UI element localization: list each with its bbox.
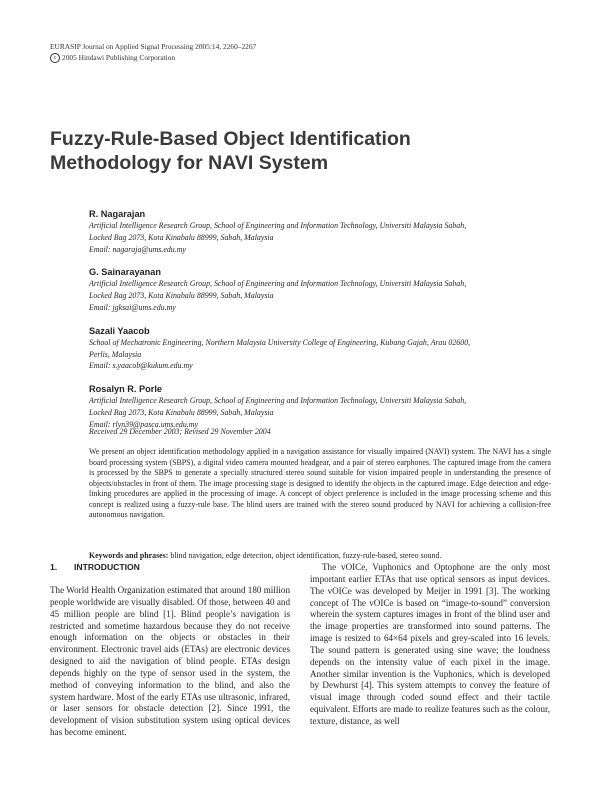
author-affiliation: Locked Bag 2073, Kota Kinabalu 88999, Sabah, Malaysia	[89, 232, 274, 242]
keywords-text: blind navigation, edge detection, object identification, fuzzy-rule-based, stereo sound.	[170, 551, 442, 560]
author-block	[89, 325, 559, 372]
author-email: Email: nagaraja@ums.edu.my	[89, 244, 186, 254]
author-affiliation: Locked Bag 2073, Kota Kinabalu 88999, Sabah, Malaysia	[89, 407, 274, 417]
paper-title	[50, 128, 550, 175]
keywords-label: Keywords and phrases:	[89, 551, 169, 560]
journal-citation: EURASIP Journal on Applied Signal Processing 2005:14, 2260–2267	[50, 42, 257, 51]
abstract: We present an object identification methodology applied in a navigation assistance for visually impaired (NAVI) system. The NAVI has a single board processing system (SBPS), a digital video camera mounted headgear, and a pair of stereo earphones. The captured image from the camera is processed by the SBPS to generate a specially structured stereo sound suitable for vision impaired people in understanding the presence of objects/obstacles in front of them. The image processing stage is designed to identify the objects in the captured image. Edge detection and edge-linking procedures are applied in the processing of image. A concept of object preference is included in the image processing scheme and this concept is realized using a fuzzy-rule base. The blind users are trained with the stereo sound produced by NAVI for achieving a collision-free autonomous navigation.	[89, 447, 551, 519]
author-affiliation: Artificial Intelligence Research Group, School of Engineering and Information Technology, Universiti Malaysia Sabah,	[89, 279, 467, 289]
body-paragraph: The vOICe, Vuphonics and Optophone are the only most important earlier ETAs that use optical sensors as input devices. The vOICe was developed by Meijer in 1991 [3]. The working concept of The vOICe is based on “image-to-sound” conversion wherein the system captures images in front of the blind user and the image properties are transformed into sound patterns. The image is resized to 64×64 pixels and grey-scaled into 16 levels. The sound pattern is generated using sine wave; the loudness depends on the intensity value of each pixel in the image. Another similar invention is the Vuphonics, which is developed by Dewhurst [4]. This system attempts to convey the feature of visual image through coded sound effect and their tactile equivalent. Efforts are made to realize features such as the colour, texture, distance, as well	[310, 562, 550, 726]
author-list	[89, 208, 559, 442]
author-email: Email: rlyn39@pasca.ums.edu.my	[89, 419, 198, 429]
title-line-2: Methodology for NAVI System	[50, 151, 329, 174]
copyright-text: 2005 Hindawi Publishing Corporation	[62, 52, 176, 62]
author-block	[89, 266, 559, 313]
left-column	[50, 562, 290, 739]
right-column	[310, 562, 550, 728]
author-name: R. Nagarajan	[89, 209, 146, 219]
author-affiliation: Artificial Intelligence Research Group, School of Engineering and Information Technology, Universiti Malaysia Sabah,	[89, 396, 467, 406]
copyright-icon: c	[50, 53, 60, 63]
author-name: G. Sainarayanan	[89, 267, 162, 278]
section-title: INTRODUCTION	[74, 562, 140, 572]
copyright-line	[50, 53, 256, 64]
author-affiliation: Artificial Intelligence Research Group, School of Engineering and Information Technology, Universiti Malaysia Sabah,	[89, 221, 467, 230]
section-number: 1.	[50, 562, 58, 572]
author-email: Email: jgksai@ums.edu.my	[89, 302, 176, 312]
intro-paragraph: The World Health Organization estimated that around 180 million people worldwide are visually disabled. Of those, between 40 and 45 million people are blind [1]. Blind people’s navigation is restricted and sometime hazardous because they do not receive enough information on the objects or obstacles in their environment. Electronic travel aids (ETAs) are electronic devices designed to aid the navigation of blind people. ETAs design depends highly on the type of sensor used in the system, the method of conveying information to the blind, and also the system hardware. Most of the early ETAs use ultrasonic, infrared, or laser sensors for obstacle detection [2]. Since 1991, the development of vision substitution system using optical devices has become eminent.	[50, 585, 290, 738]
section-heading	[50, 562, 290, 573]
received-dates: Received 29 December 2003; Revised 29 November 2004	[89, 427, 271, 436]
author-name: Rosalyn R. Porle	[89, 384, 163, 395]
author-affiliation: Locked Bag 2073, Kota Kinabalu 88999, Sabah, Malaysia	[89, 291, 274, 301]
author-email: Email: s.yaacob@kukum.edu.my	[89, 361, 193, 371]
author-block	[89, 208, 559, 255]
title-line-1: Fuzzy-Rule-Based Object Identification	[50, 128, 411, 150]
author-affiliation: School of Mechatronic Engineering, Northern Malaysia University College of Engineering, Kubang Gajah, Arau 02600,	[89, 337, 471, 347]
journal-header	[50, 42, 256, 63]
keywords	[89, 551, 551, 562]
author-name: Sazali Yaacob	[89, 325, 150, 336]
author-block	[89, 383, 559, 430]
author-affiliation: Perlis, Malaysia	[89, 349, 142, 359]
